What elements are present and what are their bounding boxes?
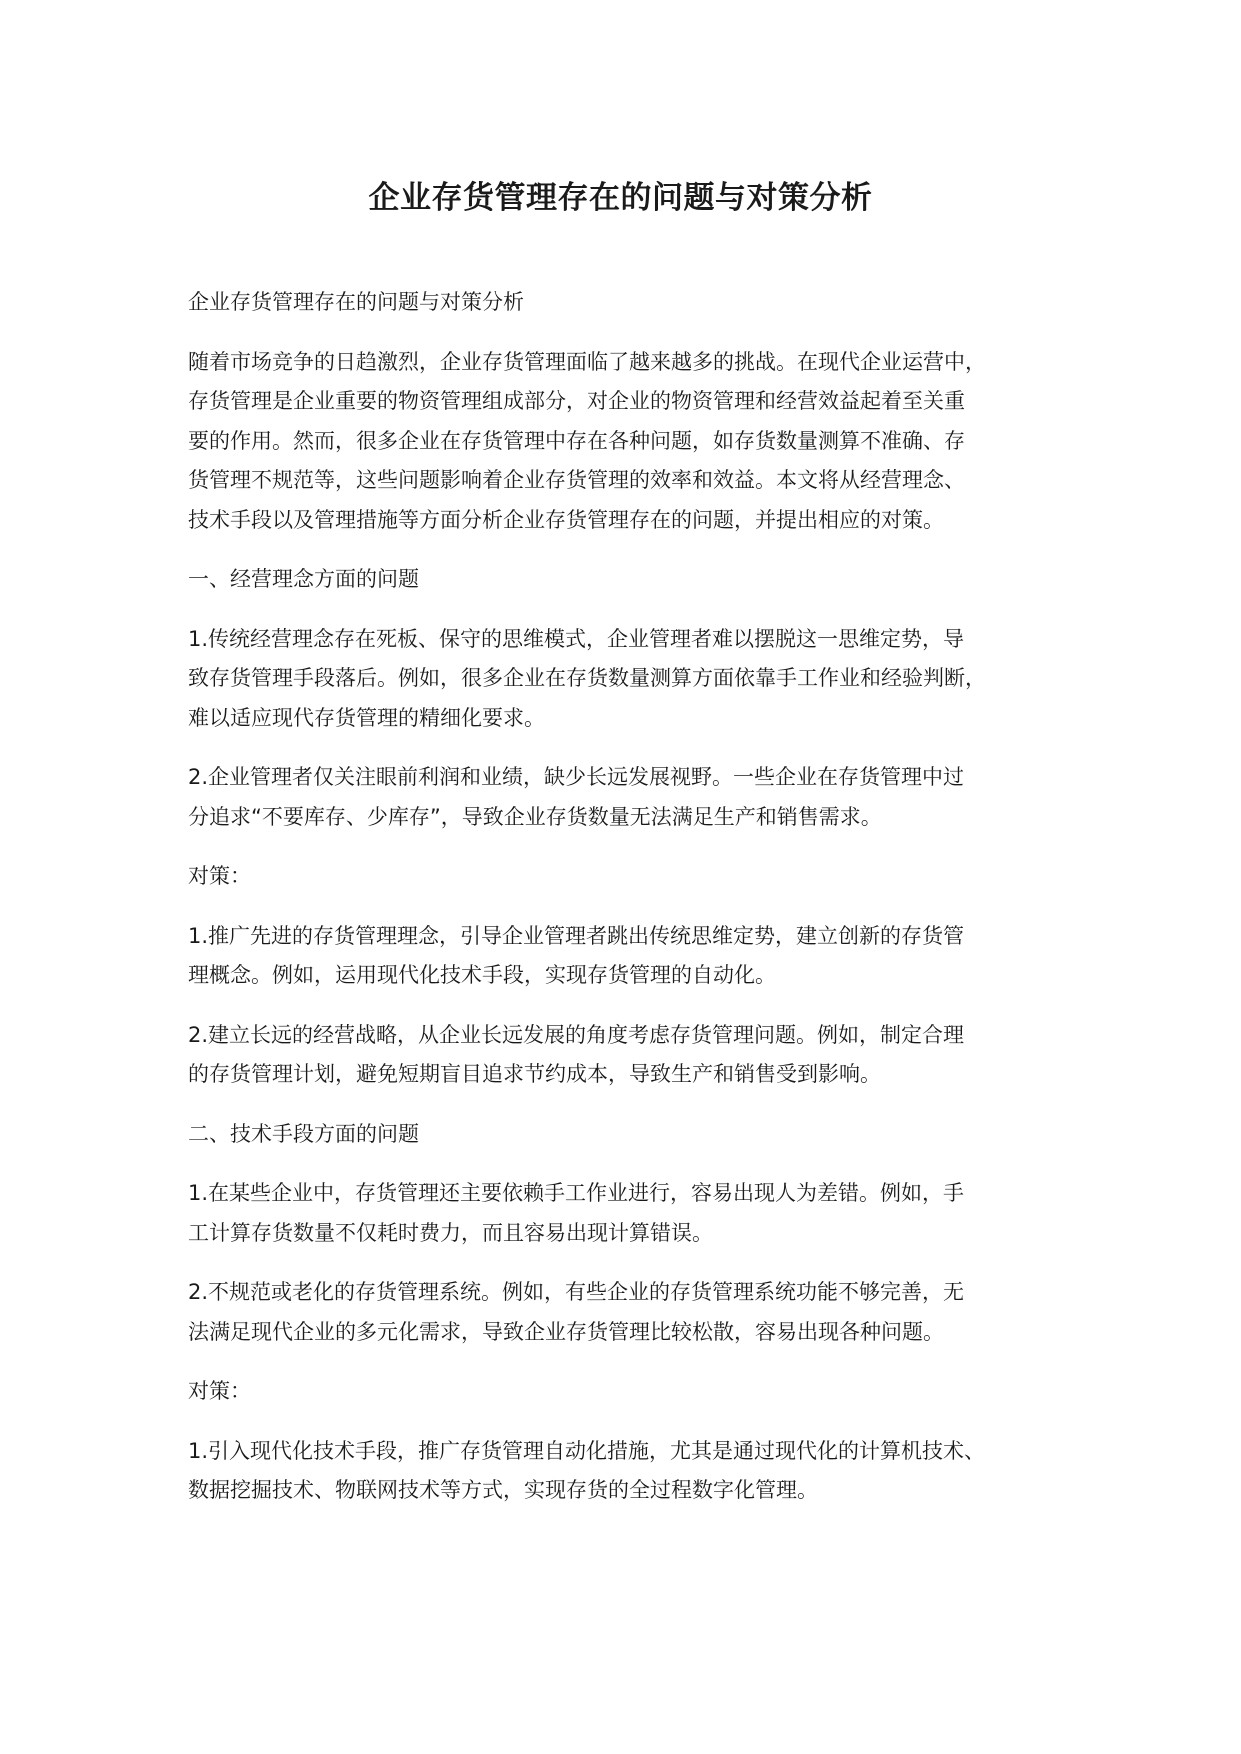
text-line: 致存货管理手段落后。例如，很多企业在存货数量测算方面依靠手工作业和经验判断，	[188, 666, 986, 690]
text-line: 1.引入现代化技术手段，推广存货管理自动化措施，尤其是通过现代化的计算机技术、	[188, 1438, 986, 1463]
text-line: 的存货管理计划，避免短期盲目追求节约成本，导致生产和销售受到影响。	[188, 1062, 881, 1086]
text-line: 2.企业管理者仅关注眼前利润和业绩，缺少长远发展视野。一些企业在存货管理中过	[188, 765, 965, 789]
text-line: 技术手段以及管理措施等方面分析企业存货管理存在的问题，并提出相应的对策。	[188, 507, 944, 532]
paragraph	[188, 1174, 1088, 1253]
paragraph	[188, 1432, 1088, 1511]
paragraph	[188, 917, 1088, 996]
text-line: 理概念。例如，运用现代化技术手段，实现存货管理的自动化。	[188, 963, 776, 987]
paragraph	[188, 1115, 1088, 1155]
text-line: 2.建立长远的经营战略，从企业长远发展的角度考虑存货管理问题。例如，制定合理	[188, 1022, 965, 1047]
paragraph	[188, 283, 1088, 323]
text-line: 存货管理是企业重要的物资管理组成部分，对企业的物资管理和经营效益起着至关重	[188, 389, 965, 413]
text-line: 企业存货管理存在的问题与对策分析	[188, 290, 524, 314]
text-line: 对策：	[188, 864, 251, 888]
paragraph	[188, 1016, 1088, 1095]
text-line: 数据挖掘技术、物联网技术等方式，实现存货的全过程数字化管理。	[188, 1478, 818, 1502]
text-line: 货管理不规范等，这些问题影响着企业存货管理的效率和效益。本文将从经营理念、	[188, 468, 965, 492]
text-line: 要的作用。然而，很多企业在存货管理中存在各种问题，如存货数量测算不准确、存	[188, 428, 965, 453]
text-line: 分追求“不要库存、少库存”，导致企业存货数量无法满足生产和销售需求。	[188, 804, 882, 829]
text-line: 1.传统经营理念存在死板、保守的思维模式，企业管理者难以摆脱这一思维定势，导	[188, 626, 965, 651]
paragraph	[188, 620, 1088, 739]
text-line: 1.在某些企业中，存货管理还主要依赖手工作业进行，容易出现人为差错。例如，手	[188, 1181, 965, 1205]
text-line: 法满足现代企业的多元化需求，导致企业存货管理比较松散，容易出现各种问题。	[188, 1319, 944, 1344]
paragraph	[188, 857, 1088, 897]
paragraph	[188, 1273, 1088, 1352]
text-line: 难以适应现代存货管理的精细化要求。	[188, 705, 545, 730]
text-line: 1.推广先进的存货管理理念，引导企业管理者跳出传统思维定势，建立创新的存货管	[188, 923, 965, 948]
paragraph	[188, 343, 1088, 541]
text-line: 对策：	[188, 1379, 251, 1403]
text-line: 二、技术手段方面的问题	[188, 1121, 419, 1146]
document-title: 企业存货管理存在的问题与对策分析	[368, 180, 873, 216]
paragraph	[188, 1372, 1088, 1412]
text-line: 2.不规范或老化的存货管理系统。例如，有些企业的存货管理系统功能不够完善，无	[188, 1280, 965, 1304]
paragraph	[188, 758, 1088, 837]
text-line: 随着市场竞争的日趋激烈，企业存货管理面临了越来越多的挑战。在现代企业运营中，	[188, 349, 986, 374]
text-line: 一、经营理念方面的问题	[188, 567, 419, 591]
text-line: 工计算存货数量不仅耗时费力，而且容易出现计算错误。	[188, 1220, 713, 1245]
document-body	[188, 283, 1088, 1531]
paragraph	[188, 560, 1088, 600]
